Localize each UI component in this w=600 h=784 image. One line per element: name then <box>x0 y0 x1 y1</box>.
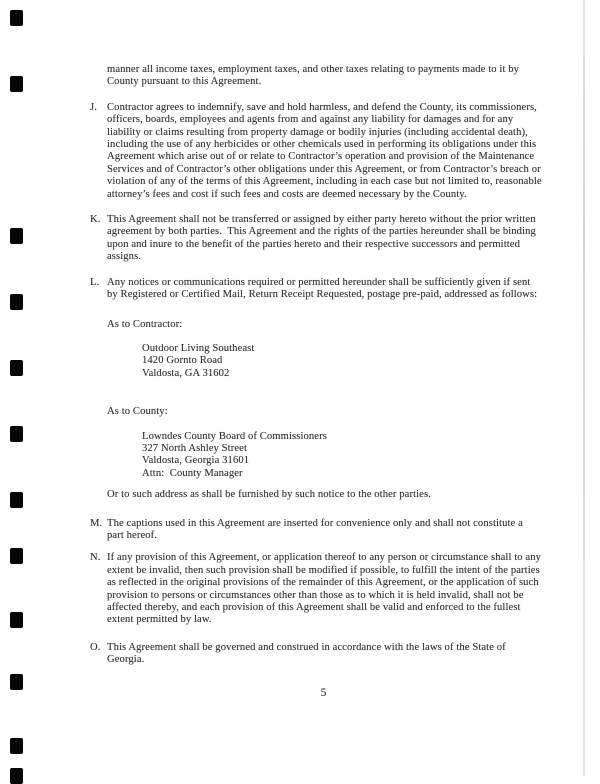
scan-mark <box>10 228 23 244</box>
scan-mark <box>10 492 23 508</box>
page-edge-shadow <box>583 0 585 776</box>
item-letter: L. <box>90 276 100 288</box>
paragraph-intro-continuation: manner all income taxes, employment taxes, and other taxes relating to payments made to it by County pursuant to this Agreement. <box>107 64 522 88</box>
scan-mark <box>10 768 23 784</box>
address-line: Attn: County Manager <box>142 467 243 479</box>
list-item-l <box>90 277 542 302</box>
scan-mark <box>10 426 23 442</box>
scan-mark <box>10 548 23 564</box>
page-number: 5 <box>320 686 327 699</box>
item-letter: N. <box>90 552 101 564</box>
scan-mark <box>10 738 23 754</box>
list-item-m <box>90 518 542 543</box>
notice-county-label: As to County: <box>107 406 168 418</box>
item-text: If any provision of this Agreement, or application thereof to any person or circumstance shall to any extent be invalid, then such provision shall be modified if possible, to fulfill the intent of the parties as reflected in the original provisions of the remainder of this Agreement, or the application of such provision to persons or circumstances other than those as to which it is held invalid, shall not be affected thereby, and each provision of this Agreement shall be valid and enforced to the fullest extent permitted by law. <box>107 552 544 626</box>
list-item-n <box>90 552 542 626</box>
document-content <box>90 64 545 699</box>
address-block-contractor <box>142 343 542 380</box>
item-text: This Agreement shall be governed and construed in accordance with the laws of the State of Georgia. <box>107 641 509 666</box>
scan-mark <box>10 76 23 92</box>
item-text: Contractor agrees to indemnify, save and hold harmless, and defend the County, its commissioners, officers, boards, employees and agents from and against any liability for damages and for any liability or claims resulting from property damage or bodily injuries (including accidental death), including the use of any herbicides or other chemicals used in performing its obligations under this Agreement which arise out of or relate to Contractor’s operation and provision of the Maintenance Services and of Contractor’s other obligations under this Agreement, or from Contractor’s breach or violation of any of the terms of this Agreement, including in each case but not limited to, reasonable attorney’s fees and cost if such fees and costs are deemed necessary by the County. <box>107 101 545 200</box>
item-text: The captions used in this Agreement are inserted for convenience only and shall not constitute a part hereof. <box>107 517 526 541</box>
item-letter: O. <box>90 641 101 653</box>
item-letter: K. <box>90 214 101 226</box>
list-item-k <box>90 214 542 264</box>
address-line: Outdoor Living Southeast <box>142 342 255 354</box>
address-line: Valdosta, Georgia 31601 <box>142 455 250 467</box>
item-letter: M. <box>90 517 103 529</box>
address-line: Valdosta, GA 31602 <box>142 367 230 379</box>
item-text: This Agreement shall not be transferred or assigned by either party hereto without the prior written agreement by both parties. This Agreement and the rights of the parties hereunder shall be binding upon and inure to the benefit of the parties hereto and their respective successors and permitted assigns. <box>107 214 539 263</box>
item-letter: J. <box>90 101 97 113</box>
scan-mark <box>10 612 23 628</box>
scan-mark <box>10 360 23 376</box>
address-line: 327 North Ashley Street <box>142 442 247 454</box>
list-item-o <box>90 642 542 667</box>
scan-mark <box>10 674 23 690</box>
notice-contractor-label: As to Contractor: <box>107 318 183 330</box>
list-item-j <box>90 101 545 201</box>
address-block-county <box>142 431 542 481</box>
scan-mark <box>10 294 23 310</box>
scan-mark <box>10 10 23 26</box>
item-text: Any notices or communications required or permitted hereunder shall be sufficiently given if sent by Registered or Certified Mail, Return Receipt Requested, postage pre-paid, addressed as follows: <box>107 276 538 301</box>
address-line: 1420 Gornto Road <box>142 355 223 367</box>
notice-fallback-line: Or to such address as shall be furnished by such notice to the other parties. <box>107 489 431 501</box>
address-line: Lowndes County Board of Commissioners <box>142 430 327 442</box>
